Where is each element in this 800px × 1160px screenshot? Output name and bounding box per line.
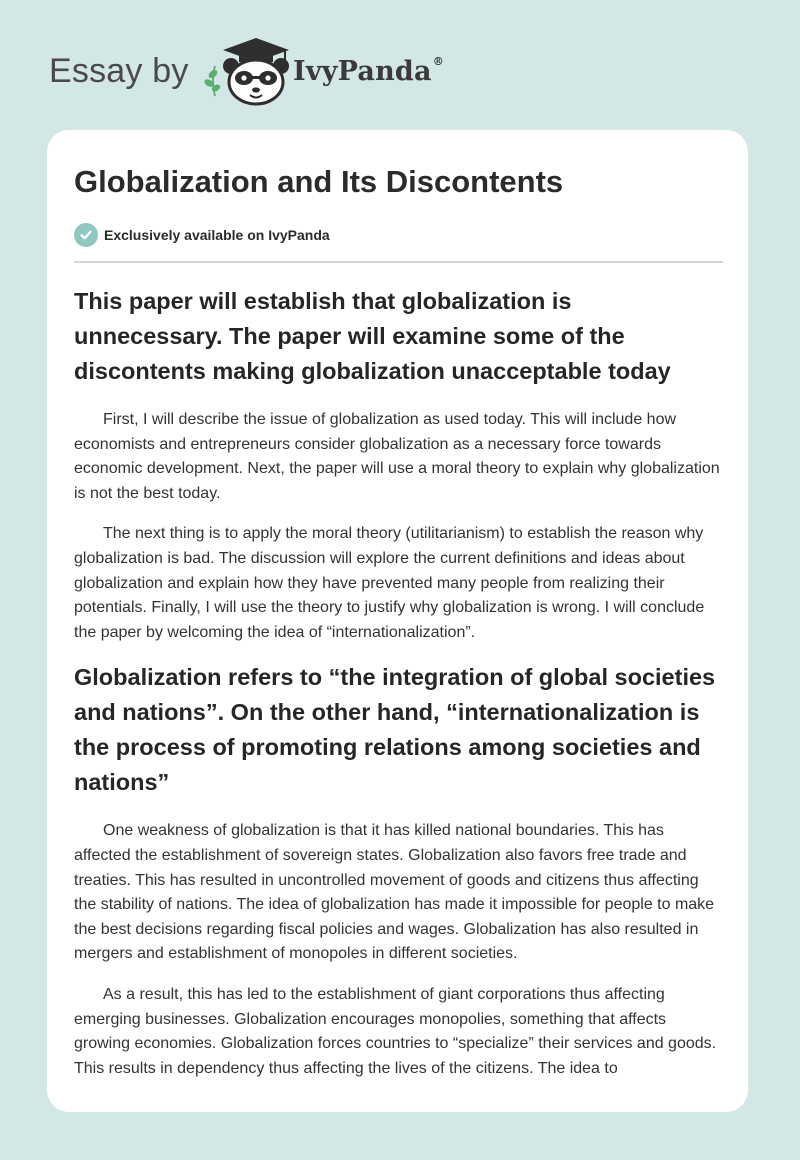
section-heading: This paper will establish that globalization is unnecessary. The paper will examine some of the discontents making globalization unacceptable today [74,288,671,384]
paragraph: One weakness of globalization is that it has killed national boundaries. This has affected the establishment of sovereign states. Globalization also favors free trade and treaties. This has resulted in uncontrolled movement of goods and citizens thus affecting the stability of nations. The idea of globalization has made it impossible for people to make the best decisions regarding fiscal policies and wages. Globalization has also resulted in mergers and establishment of monopoles in different societies. [74,822,715,963]
panda-graduate-logo-icon[interactable] [201,36,293,108]
brand-name[interactable]: IvyPanda® [293,55,444,87]
registered-mark: ® [432,55,444,68]
paragraph: The next thing is to apply the moral theory (utilitarianism) to establish the reason why globalization is bad. The discussion will explore the current definitions and ideas about globalization and explain how they have prevented many people from realizing their potentials. Finally, I will use the theory to justify why globalization is wrong. I will conclude the paper by welcoming the idea of “internationalization”. [74,525,705,641]
page-title: Globalization and Its Discontents [74,164,564,199]
paragraph: First, I will describe the issue of globalization as used today. This will include how economists and entrepreneurs consider globalization as a necessary force towards economic development. Next, the paper will use a moral theory to explain why globalization is not the best today. [74,411,720,502]
title-divider [74,261,723,263]
exclusive-badge-label: Exclusively available on IvyPanda [104,227,330,243]
site-header [49,40,549,110]
paragraph: As a result, this has led to the establishment of giant corporations thus affecting emerging businesses. Globalization encourages monopolies, something that affects growing economies. Globalization forces countries to “specialize” their services and goods. This results in dependency thus affecting the lives of the citizens. The idea to [74,985,717,1077]
essay-body [74,280,724,1081]
essay-card [47,130,748,1112]
section-heading: Globalization refers to “the integration of global societies and nations”. On the other hand, “internationalization is the process of promoting relations among societies and nations” [74,664,716,796]
check-icon [74,223,98,247]
essay-by-label: Essay by [49,52,189,90]
exclusive-badge [74,222,330,248]
